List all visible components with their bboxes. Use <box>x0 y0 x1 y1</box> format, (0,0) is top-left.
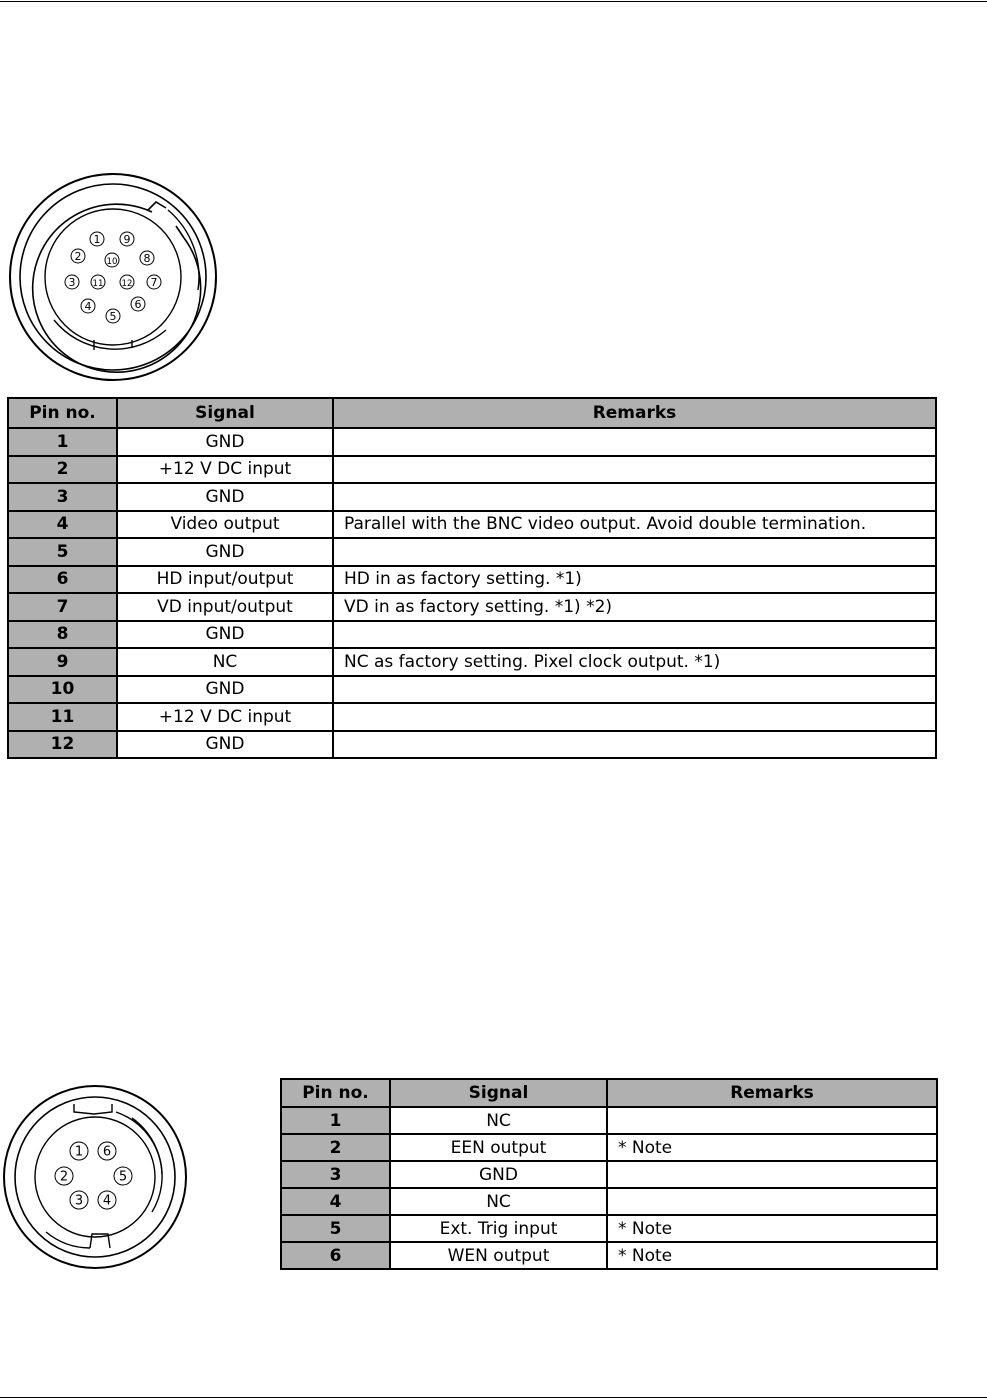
table-row <box>8 428 936 456</box>
signal-cell: GND <box>117 538 333 566</box>
pin-table-12pin <box>7 397 937 759</box>
remarks-cell <box>607 1161 937 1188</box>
remarks-cell <box>333 731 936 759</box>
pin-5-label: 5 <box>109 309 117 323</box>
pin-table-6pin <box>280 1078 938 1270</box>
pin-number-cell: 9 <box>8 648 117 676</box>
remarks-header: Remarks <box>607 1079 937 1107</box>
table-row <box>8 566 936 594</box>
remarks-cell <box>333 483 936 511</box>
signal-cell: GND <box>117 676 333 704</box>
pin-3-label: 3 <box>68 275 76 289</box>
connector-12pin-svg <box>6 170 220 384</box>
table-row <box>8 593 936 621</box>
connector-6pin-diagram <box>2 1084 188 1270</box>
pin-no-header: Pin no. <box>8 398 117 428</box>
pin-5-label: 5 <box>118 1169 128 1185</box>
remarks-cell: HD in as factory setting. *1) <box>333 566 936 594</box>
table-row <box>8 511 936 539</box>
table-row <box>8 621 936 649</box>
table-row <box>281 1242 937 1269</box>
connector-6pin-pins <box>55 1142 132 1209</box>
remarks-cell: * Note <box>607 1215 937 1242</box>
pin-number-cell: 3 <box>8 483 117 511</box>
remarks-cell <box>607 1188 937 1215</box>
signal-cell: GND <box>390 1161 607 1188</box>
pin-number-cell: 12 <box>8 731 117 759</box>
remarks-cell <box>333 428 936 456</box>
connector-12pin-diagram <box>6 170 220 384</box>
pin-number-cell: 1 <box>281 1107 390 1134</box>
signal-cell: GND <box>117 428 333 456</box>
remarks-cell: Parallel with the BNC video output. Avoid double termination. <box>333 511 936 539</box>
connector-12pin-pins <box>65 232 161 323</box>
signal-cell: Video output <box>117 511 333 539</box>
remarks-cell <box>607 1107 937 1134</box>
pin-number-cell: 8 <box>8 621 117 649</box>
remarks-cell: VD in as factory setting. *1) *2) <box>333 593 936 621</box>
signal-cell: WEN output <box>390 1242 607 1269</box>
pin-number-cell: 2 <box>281 1134 390 1161</box>
table-row <box>8 676 936 704</box>
pin-7-label: 7 <box>150 275 158 289</box>
pin-12-label: 12 <box>121 278 133 289</box>
remarks-cell <box>333 676 936 704</box>
signal-cell: NC <box>390 1107 607 1134</box>
pin-number-cell: 2 <box>8 456 117 484</box>
pin-number-cell: 4 <box>8 511 117 539</box>
signal-cell: HD input/output <box>117 566 333 594</box>
pin-2-label: 2 <box>74 249 82 263</box>
table-row <box>8 456 936 484</box>
pin-9-label: 9 <box>123 232 131 246</box>
table-row <box>281 1215 937 1242</box>
pin-6-label: 6 <box>134 297 142 311</box>
remarks-cell: * Note <box>607 1134 937 1161</box>
pin-number-cell: 4 <box>281 1188 390 1215</box>
pin-10-label: 10 <box>106 256 118 267</box>
pin-4-label: 4 <box>84 299 92 313</box>
table-row <box>281 1161 937 1188</box>
footer-rule <box>0 1397 987 1398</box>
pin-11-label: 11 <box>92 278 104 289</box>
signal-header: Signal <box>390 1079 607 1107</box>
signal-cell: GND <box>117 483 333 511</box>
table-row <box>8 731 936 759</box>
remarks-cell <box>333 538 936 566</box>
signal-cell: GND <box>117 621 333 649</box>
signal-cell: VD input/output <box>117 593 333 621</box>
signal-cell: +12 V DC input <box>117 456 333 484</box>
pin-4-label: 4 <box>102 1193 112 1209</box>
pin-number-cell: 11 <box>8 703 117 731</box>
header-rule <box>0 1 987 2</box>
pin-6-label: 6 <box>102 1144 112 1160</box>
signal-cell: +12 V DC input <box>117 703 333 731</box>
remarks-cell <box>333 456 936 484</box>
pin-number-cell: 6 <box>8 566 117 594</box>
signal-cell: NC <box>390 1188 607 1215</box>
signal-cell: NC <box>117 648 333 676</box>
remarks-cell <box>333 621 936 649</box>
pin-2-label: 2 <box>59 1169 69 1185</box>
pin-number-cell: 5 <box>281 1215 390 1242</box>
signal-header: Signal <box>117 398 333 428</box>
remarks-cell <box>333 703 936 731</box>
signal-cell: EEN output <box>390 1134 607 1161</box>
pin-number-cell: 3 <box>281 1161 390 1188</box>
pin-number-cell: 6 <box>281 1242 390 1269</box>
connector-6pin-svg <box>2 1084 188 1270</box>
pin-number-cell: 5 <box>8 538 117 566</box>
pin-number-cell: 10 <box>8 676 117 704</box>
pin-1-label: 1 <box>74 1144 84 1160</box>
pin-no-header: Pin no. <box>281 1079 390 1107</box>
table-row <box>281 1188 937 1215</box>
signal-cell: GND <box>117 731 333 759</box>
table-row <box>281 1107 937 1134</box>
table-row <box>8 703 936 731</box>
remarks-cell: * Note <box>607 1242 937 1269</box>
pin-number-cell: 1 <box>8 428 117 456</box>
table-row <box>8 538 936 566</box>
remarks-header: Remarks <box>333 398 936 428</box>
pin-3-label: 3 <box>74 1193 84 1209</box>
table-row <box>281 1134 937 1161</box>
table-row <box>8 483 936 511</box>
table-header-row <box>281 1079 937 1107</box>
signal-cell: Ext. Trig input <box>390 1215 607 1242</box>
pin-number-cell: 7 <box>8 593 117 621</box>
pin-8-label: 8 <box>143 251 151 265</box>
remarks-cell: NC as factory setting. Pixel clock output. *1) <box>333 648 936 676</box>
pin-1-label: 1 <box>93 232 101 246</box>
table-header-row <box>8 398 936 428</box>
table-row <box>8 648 936 676</box>
